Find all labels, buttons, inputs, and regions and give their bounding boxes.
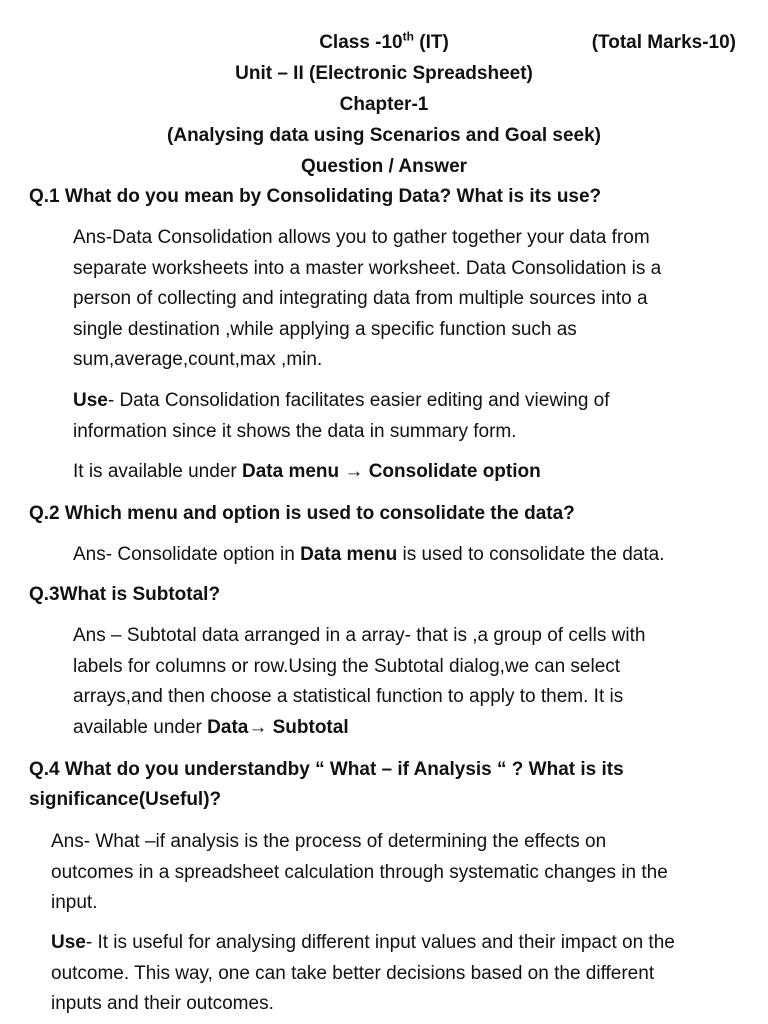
answer-3 (73, 621, 741, 743)
topic-title: (Analysing data using Scenarios and Goal seek) (167, 125, 601, 146)
use-line: - It is useful for analysing different input values and their impact on the (85, 932, 675, 953)
use-line: outcome. This way, one can take better decisions based on the different (51, 962, 655, 984)
answer-line: outcomes in a spreadsheet calculation through systematic changes in the (51, 861, 668, 883)
answer-line: Ans-Data Consolidation allows you to gather together your data from (73, 227, 650, 248)
answer-text: is used to consolidate the data. (397, 544, 665, 565)
answer-line: available under (73, 716, 208, 738)
answer-line: separate worksheets into a master worksheet. Data Consolidation is a (73, 257, 662, 279)
answer-line: sum,average,count,max ,min. (73, 349, 323, 370)
question-line: significance(Useful)? (29, 789, 222, 810)
question-3: Q.3What is Subtotal? (29, 584, 221, 605)
answer-line: person of collecting and integrating data from multiple sources into a (73, 288, 648, 309)
answer-line: Ans- What –if analysis is the process of determining the effects on (51, 831, 607, 852)
use-line: - Data Consolidation facilitates easier editing and viewing of (107, 390, 610, 411)
answer-line: Ans – Subtotal data arranged in a array- that is ,a group of cells with (73, 625, 646, 646)
unit-title: Unit – II (Electronic Spreadsheet) (235, 63, 533, 84)
availability-text: It is available under (73, 461, 242, 482)
chapter-title: Chapter-1 (339, 94, 429, 115)
class-suffix: (IT) (413, 32, 449, 53)
answer-menu: Data→ Subtotal (207, 716, 349, 738)
class-superscript: th (402, 29, 414, 44)
answer-menu: Data menu (300, 544, 398, 565)
use-line: inputs and their outcomes. (51, 993, 274, 1014)
section-title: Question / Answer (300, 156, 468, 177)
answer-line: labels for columns or row.Using the Subtotal dialog,we can select (73, 655, 621, 677)
total-marks: (Total Marks-10) (591, 32, 736, 53)
use-label: Use (51, 932, 86, 953)
use-line: information since it shows the data in summary form. (73, 420, 517, 442)
answer-4 (51, 827, 751, 919)
availability-menu: Data menu → Consolidate option (242, 461, 541, 482)
answer-text: Ans- Consolidate option in (73, 544, 301, 565)
use-1 (73, 386, 741, 447)
answer-1 (73, 223, 741, 376)
answer-line: input. (51, 892, 98, 913)
question-4 (29, 755, 624, 815)
use-label: Use (73, 390, 108, 411)
availability-1 (73, 457, 741, 488)
question-2: Q.2 Which menu and option is used to consolidate the data? (29, 503, 575, 524)
question-line: Q.4 What do you understandby “ What – if Analysis “ ? What is its (29, 759, 624, 780)
answer-2 (73, 540, 741, 571)
use-4 (51, 928, 751, 1020)
question-1: Q.1 What do you mean by Consolidating Data? What is its use? (29, 186, 602, 207)
class-prefix: Class -10 (319, 32, 403, 53)
answer-line: single destination ,while applying a specific function such as (73, 318, 577, 340)
answer-line: arrays,and then choose a statistical function to apply to them. It is (73, 686, 624, 707)
